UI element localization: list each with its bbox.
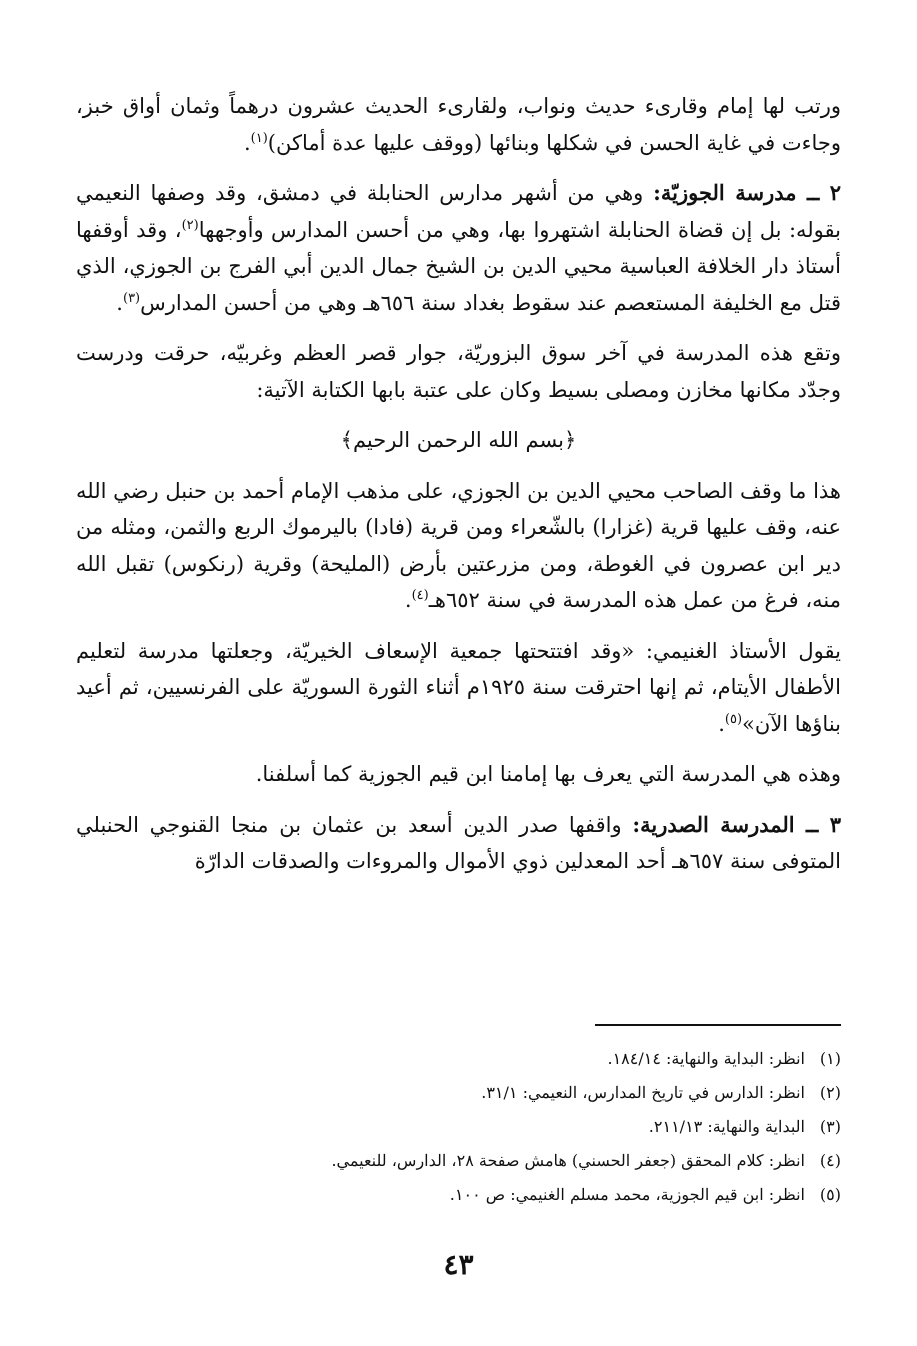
footnote-text: انظر: ابن قيم الجوزية، محمد مسلم الغنيمي: ص ١٠٠. [449, 1185, 805, 1204]
footnote-2 [76, 1076, 841, 1110]
footnote-number: (٥) [819, 1185, 841, 1204]
paragraph-7 [76, 807, 841, 880]
paragraph-4 [76, 473, 841, 619]
paragraph-text: هذا ما وقف الصاحب محيي الدين بن الجوزي، على مذهب الإمام أحمد بن حنبل رضي الله عنه، وقف عليها قرية (غزارا) بالشّعراء ومن قرية (فادا) باليرموك الربع والثمن، ومثله من دير ابن عصرون في الغوطة، ومن مزرعتين بأرض (المليحة) وقرية (رنكوس) تقبل الله منه، فرغ من عمل هذه المدرسة في سنة ٦٥٢هـ [76, 478, 841, 612]
paragraph-1 [76, 88, 841, 161]
footnote-ref: (٥) [724, 711, 743, 727]
footnote-ref: (١) [250, 130, 268, 146]
paragraph-end: . [116, 290, 123, 315]
footnote-5 [76, 1178, 841, 1212]
footnote-1 [76, 1042, 841, 1076]
footnote-divider [595, 1024, 841, 1026]
footnote-text: انظر: كلام المحقق (جعفر الحسني) هامش صفحة ٢٨، الدارس، للنعيمي. [331, 1151, 805, 1170]
footnote-ref: (٣) [122, 290, 141, 306]
section-heading: ٣ ــ المدرسة الصدرية: [632, 811, 841, 837]
footnotes [76, 1042, 841, 1212]
page-number: ٤٣ [443, 1248, 474, 1281]
paragraph-tail: . [404, 588, 412, 612]
footnote-number: (٢) [819, 1083, 841, 1102]
paragraph-text: وهي من أشهر مدارس الحنابلة في دمشق، وقد وصفها النعيمي بقوله: بل إن قضاة الحنابلة اشتهروا بها، وهي من أحسن المدارس وأوجهها [76, 181, 841, 242]
footnote-ref: (٢) [181, 217, 199, 233]
paragraph-3 [76, 335, 841, 408]
section-heading: ٢ ــ مدرسة الجوزيّة: [653, 180, 842, 205]
footnote-3 [76, 1110, 841, 1144]
footnote-text: انظر: الدارس في تاريخ المدارس، النعيمي: ٣١/١. [481, 1083, 805, 1102]
paragraph-tail: ، وقد أوقفها أستاذ دار الخلافة العباسية محيي الدين بن الشيخ جمال الدين أبي الفرج بن الجوزي، الذي قتل مع الخليفة المستعصم عند سقوط بغداد سنة ٦٥٦هـ وهي من أحسن المدارس [76, 217, 841, 315]
footnote-number: (٤) [819, 1151, 841, 1170]
paragraph-5 [76, 633, 841, 743]
basmala-text: ﴿بسم الله الرحمن الرحيم﴾ [340, 428, 577, 452]
paragraph-text: يقول الأستاذ الغنيمي: «وقد افتتحتها جمعية الإسعاف الخيريّة، وجعلتها مدرسة لتعليم الأطفال الأيتام، ثم إنها احترقت سنة ١٩٢٥م أثناء الثورة السوريّة على الفرنسيين، ثم أعيد بناؤها الآن» [76, 638, 841, 736]
paragraph-text: وتقع هذه المدرسة في آخر سوق البزوريّة، جوار قصر العظم وغربيّه، حرقت ودرست وجدّد مكانها مخازن ومصلى بسيط وكان على عتبة بابها الكتابة الآتية: [76, 341, 841, 402]
basmala [76, 422, 841, 459]
paragraph-tail: . [718, 711, 725, 736]
main-text [76, 88, 841, 894]
footnote-text: البداية والنهاية: ٢١١/١٣. [648, 1117, 805, 1136]
paragraph-tail: . [243, 130, 251, 155]
paragraph-text: ورتب لها إمام وقارىء حديث ونواب، ولقارىء الحديث عشرون درهماً وثمان أواق خبز، وجاءت في غاية الحسن في شكلها وبنائها (ووقف عليها عدة أماكن) [76, 94, 841, 155]
footnote-ref: (٤) [411, 588, 429, 603]
footnote-text: انظر: البداية والنهاية: ١٨٤/١٤. [607, 1049, 805, 1068]
footnote-number: (١) [819, 1049, 841, 1068]
paragraph-text: واقفها صدر الدين أسعد بن عثمان بن منجا القنوجي الحنبلي المتوفى سنة ٦٥٧هـ أحد المعدلين ذوي الأموال والمروءات والصدقات الدارّة [76, 812, 841, 873]
paragraph-text: وهذه هي المدرسة التي يعرف بها إمامنا ابن قيم الجوزية كما أسلفنا. [255, 762, 841, 786]
paragraph-2 [76, 175, 841, 321]
footnote-4 [76, 1144, 841, 1178]
footnote-number: (٣) [819, 1117, 841, 1136]
paragraph-6 [76, 756, 841, 793]
